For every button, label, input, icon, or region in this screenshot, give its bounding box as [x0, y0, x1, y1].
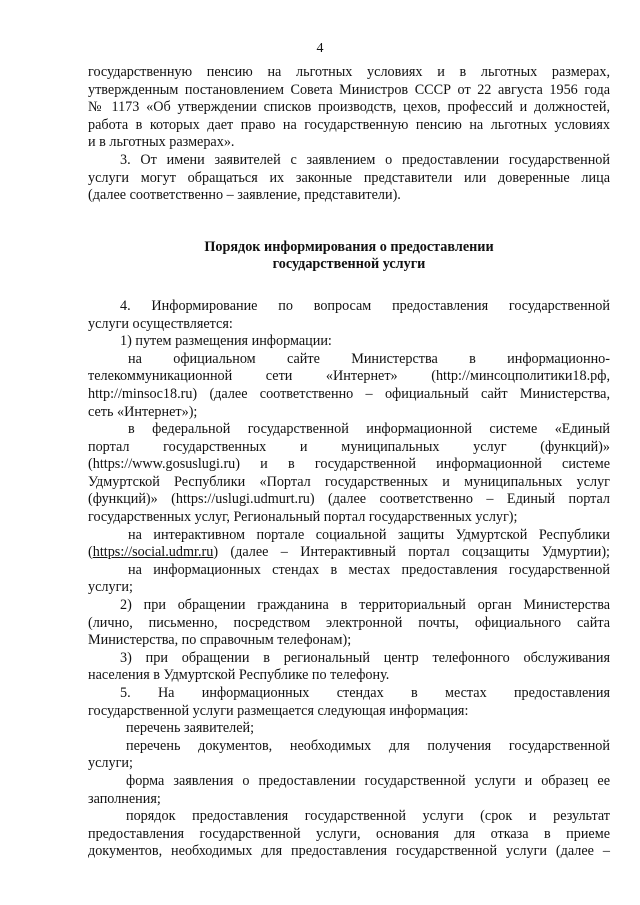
text-line: http://minsoc18.ru) (далее соответственно – официальный сайт Министерства,: [88, 385, 610, 402]
text-line: предоставления государственной услуги, основания для отказа в приеме: [88, 825, 610, 842]
text-line: 2) при обращении гражданина в территориальный орган Министерства: [120, 597, 610, 614]
text-line: перечень заявителей;: [126, 720, 255, 737]
text-line: в федеральной государственной информационной системе «Единый: [128, 421, 610, 438]
text-line: телекоммуникационной сети «Интернет» (http://минсоцполитики18.рф,: [88, 368, 610, 385]
section-heading-line: Порядок информирования о предоставлении: [204, 238, 494, 255]
text-line: услуги могут обращаться их законные представители или доверенные лица: [88, 169, 610, 186]
text-line: услуги осуществляется:: [88, 315, 233, 332]
text-line: 3. От имени заявителей с заявлением о предоставлении государственной: [120, 151, 610, 168]
text-line: государственных услуг, Региональный портал государственных услуг);: [88, 509, 518, 526]
text-line: форма заявления о предоставлении государственной услуги и образец ее: [126, 772, 610, 789]
text-line: 4. Информирование по вопросам предоставления государственной: [120, 297, 610, 314]
text-fragment: ) (далее – Интерактивный портал соцзащиты Удмуртии);: [213, 544, 610, 561]
text-line: на интерактивном портале социальной защиты Удмуртской Республики: [128, 526, 610, 543]
text-line: перечень документов, необходимых для получения государственной: [126, 737, 610, 754]
text-line: заполнения;: [88, 790, 161, 807]
text-line: 5. На информационных стендах в местах предоставления: [120, 685, 610, 701]
text-line: на официальном сайте Министерства в информационно-: [128, 350, 610, 367]
text-line: (функций)» (https://uslugi.udmurt.ru) (далее соответственно – Единый портал: [88, 491, 610, 508]
text-line: [88, 544, 610, 562]
text-line: документов, необходимых для предоставления государственной услуги (далее –: [88, 843, 610, 860]
text-line: государственной услуги размещается следующая информация:: [88, 702, 469, 719]
text-line: работа в которых дает право на государственную пенсию на льготных условиях: [88, 116, 610, 133]
text-line: услуги;: [88, 579, 133, 596]
text-line: (лично, письменно, посредством электронной почты, официального сайта: [88, 614, 610, 631]
text-line: Удмуртской Республики «Портал государственных и муниципальных услуг: [88, 473, 610, 490]
text-fragment: (: [88, 544, 93, 561]
text-line: Министерства, по справочным телефонам);: [88, 632, 352, 649]
portal-link[interactable]: https://social.udmr.ru: [92, 544, 214, 561]
text-line: № 1173 «Об утверждении списков производств, цехов, профессий и должностей,: [88, 99, 610, 116]
text-line: на информационных стендах в местах предоставления государственной: [128, 561, 610, 578]
page-body: [88, 64, 610, 861]
text-line: 3) при обращении в региональный центр телефонного обслуживания: [120, 649, 610, 666]
text-line: государственную пенсию на льготных условиях и в льготных размерах,: [88, 64, 610, 80]
text-line: и в льготных размерах».: [88, 134, 235, 151]
section-heading: [88, 239, 610, 274]
text-line: порядок предоставления государственной услуги (срок и результат: [126, 808, 610, 825]
text-line: населения в Удмуртской Республике по телефону.: [88, 667, 390, 684]
text-line: (https://www.gosuslugi.ru) и в государственной информационной системе: [88, 456, 610, 473]
text-line: утвержденным постановлением Совета Министров СССР от 22 августа 1956 года: [88, 81, 610, 98]
text-line: сеть «Интернет»);: [88, 403, 198, 420]
text-line: услуги;: [88, 755, 133, 772]
section-heading-line: государственной услуги: [272, 256, 426, 273]
text-line: (далее соответственно – заявление, представители).: [88, 187, 401, 204]
text-line: 1) путем размещения информации:: [120, 333, 332, 350]
text-line: портал государственных и муниципальных услуг (функций)»: [88, 438, 610, 455]
page-number: 4: [316, 41, 324, 56]
